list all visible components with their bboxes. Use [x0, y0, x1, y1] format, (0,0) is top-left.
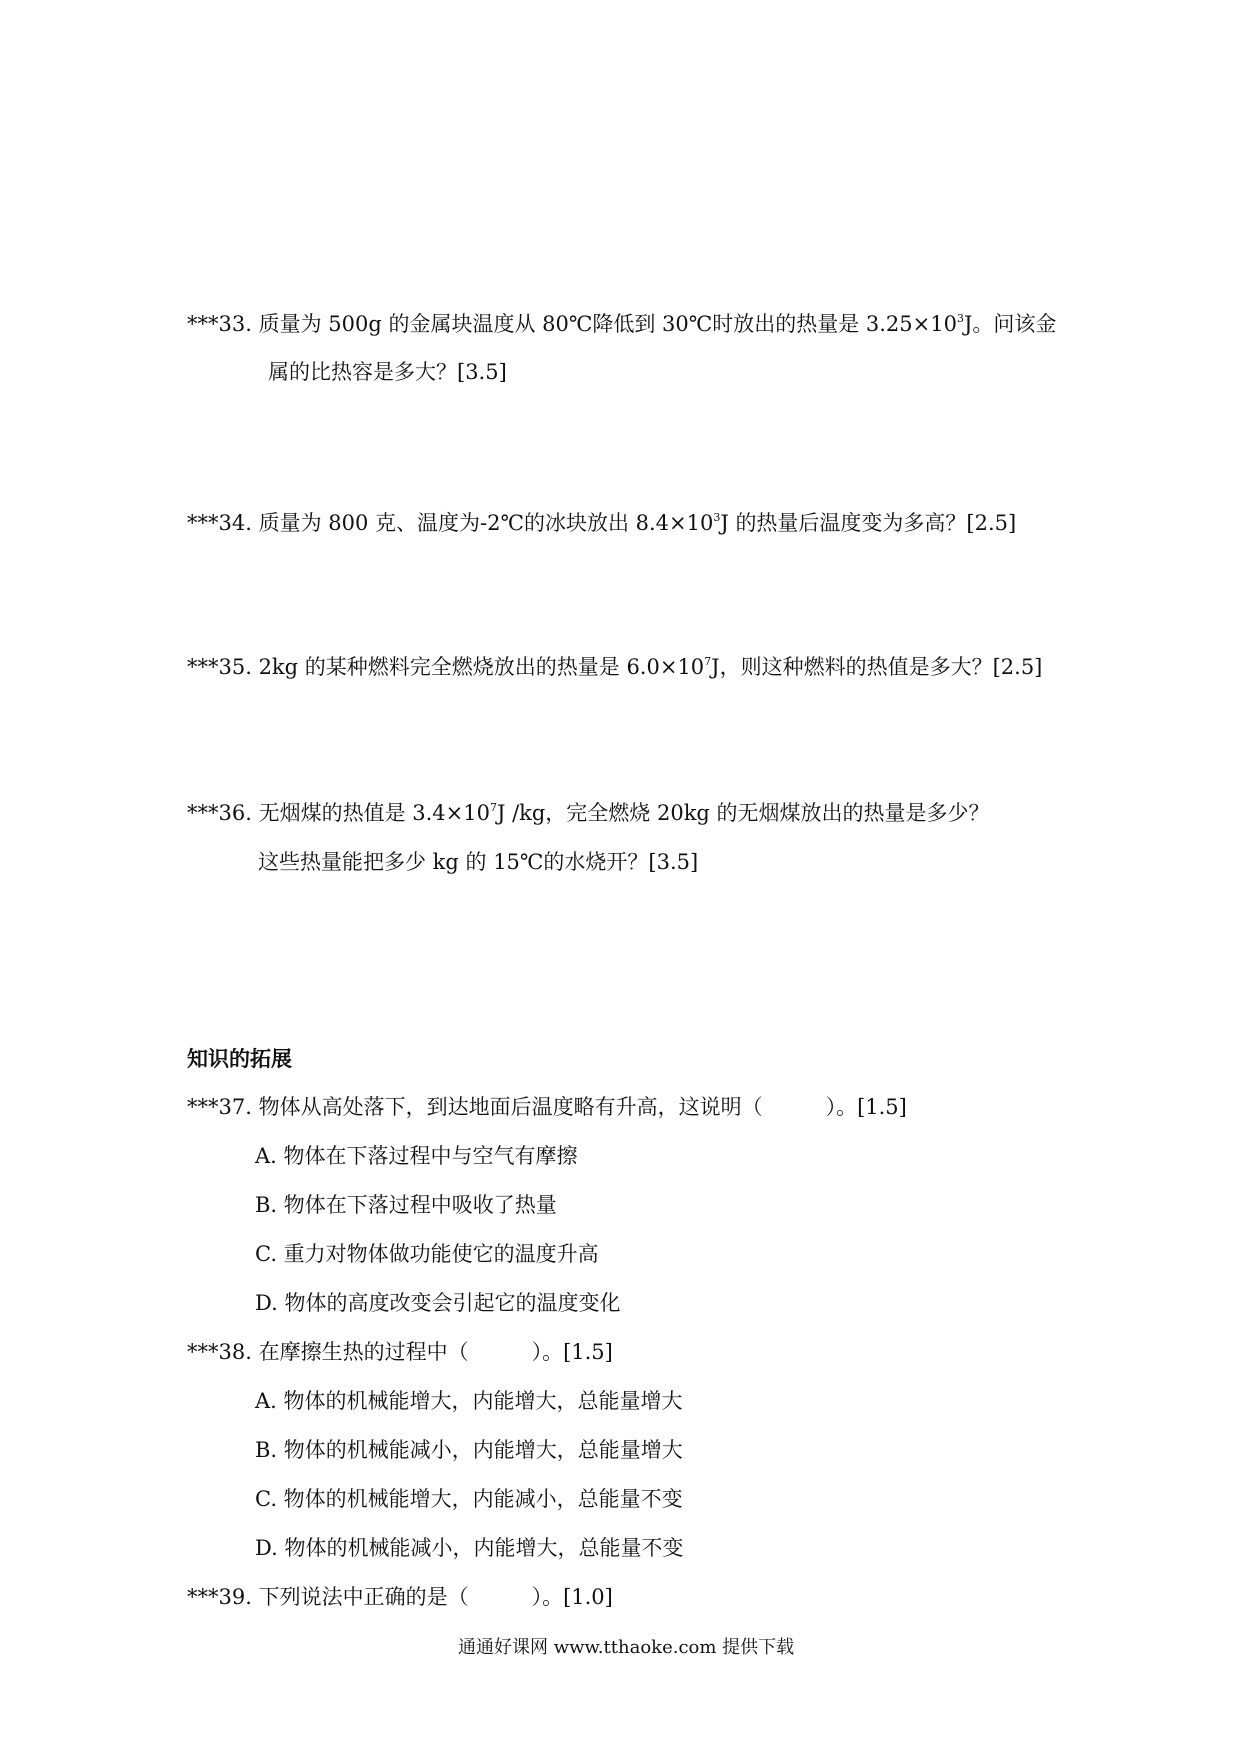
question-34-text-cont: J 的热量后温度变为多高？[2.5] — [720, 511, 1017, 535]
question-33-line-2: 属的比热容是多大？[3.5] — [268, 360, 507, 384]
page-footer: 通通好课网 www.tthaoke.com 提供下载 — [458, 1637, 795, 1658]
question-37-option-c: C. 重力对物体做功能使它的温度升高 — [255, 1242, 599, 1266]
exponent: 7 — [489, 801, 497, 814]
question-38-option-a: A. 物体的机械能增大，内能增大，总能量增大 — [255, 1389, 683, 1413]
exponent: 3 — [956, 312, 964, 325]
question-38-stem: ***38. 在摩擦生热的过程中（ ）。[1.5] — [187, 1340, 613, 1364]
question-37-option-b: B. 物体在下落过程中吸收了热量 — [255, 1193, 557, 1217]
question-36-text: ***36. 无烟煤的热值是 3.4×10 — [187, 801, 490, 825]
question-34-line-1 — [187, 509, 1016, 537]
question-38-option-d: D. 物体的机械能减小，内能增大，总能量不变 — [255, 1536, 684, 1560]
question-37-stem: ***37. 物体从高处落下，到达地面后温度略有升高，这说明（ ）。[1.5] — [187, 1095, 907, 1119]
question-35-text: ***35. 2kg 的某种燃料完全燃烧放出的热量是 6.0×10 — [187, 655, 705, 679]
question-36-line-1 — [187, 799, 990, 827]
question-33-line-1 — [187, 310, 1056, 338]
question-35-text-cont: J，则这种燃料的热值是多大？[2.5] — [711, 655, 1043, 679]
exponent: 7 — [704, 655, 712, 668]
question-38-option-c: C. 物体的机械能增大，内能减小，总能量不变 — [255, 1487, 683, 1511]
section-heading: 知识的拓展 — [187, 1046, 292, 1071]
question-36-text-cont: J /kg，完全燃烧 20kg 的无烟煤放出的热量是多少？ — [496, 801, 990, 825]
question-33-text-cont: J。问该金 — [963, 312, 1057, 336]
question-37-option-d: D. 物体的高度改变会引起它的温度变化 — [255, 1291, 621, 1315]
question-35-line-1 — [187, 653, 1042, 681]
question-37-option-a: A. 物体在下落过程中与空气有摩擦 — [255, 1144, 578, 1168]
question-38-option-b: B. 物体的机械能减小，内能增大，总能量增大 — [255, 1438, 683, 1462]
exponent: 3 — [713, 511, 721, 524]
question-33-text: ***33. 质量为 500g 的金属块温度从 80℃降低到 30℃时放出的热量是 3.25×10 — [187, 312, 957, 336]
question-34-text: ***34. 质量为 800 克、温度为-2℃的冰块放出 8.4×10 — [187, 511, 714, 535]
question-36-line-2: 这些热量能把多少 kg 的 15℃的水烧开？[3.5] — [258, 850, 699, 874]
question-39-stem: ***39. 下列说法中正确的是（ ）。[1.0] — [187, 1585, 613, 1609]
